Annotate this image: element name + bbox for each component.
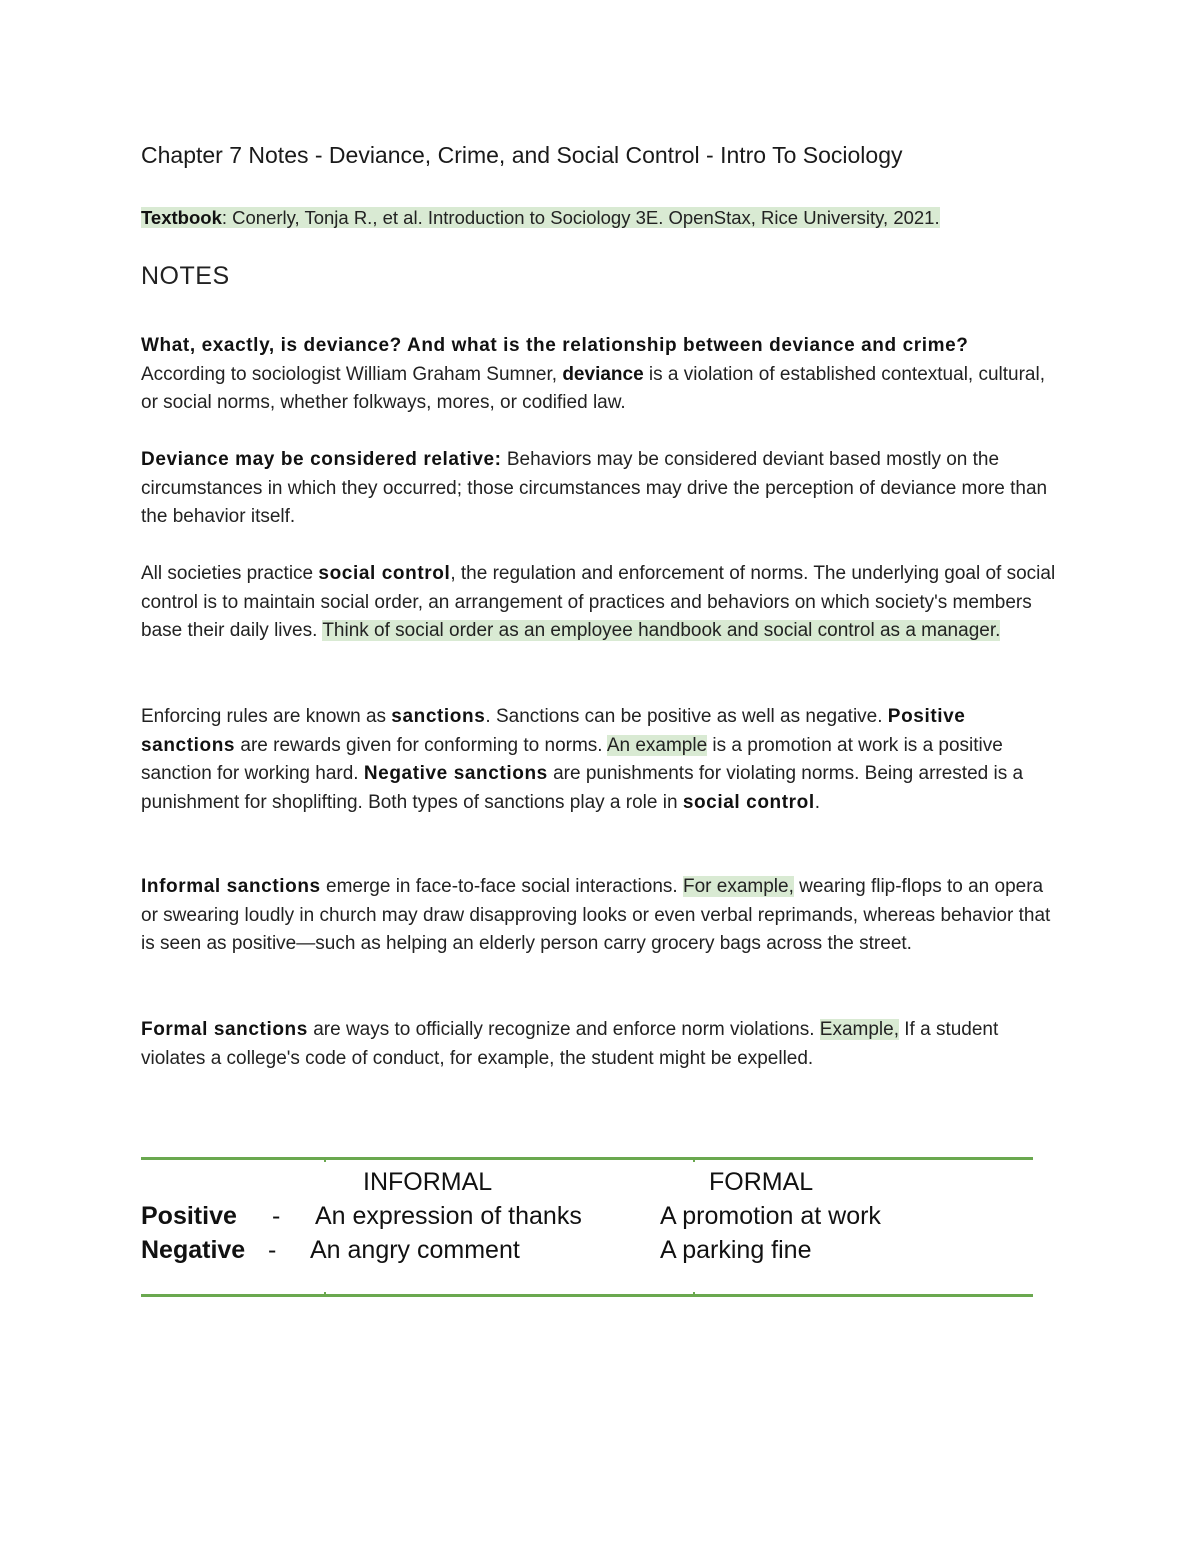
text-run: . Sanctions can be positive as well as negative. <box>485 706 888 727</box>
table-bottom-rule <box>141 1294 1033 1297</box>
text-run: are rewards given for conforming to norms. <box>235 734 607 756</box>
textbook-label: Textbook <box>141 207 222 228</box>
paragraph-informal <box>141 873 1056 959</box>
text-run: emerge in face-to-face social interactions. <box>320 876 683 897</box>
term-negative-sanctions: Negative sanctions <box>363 763 548 785</box>
cell-positive-informal: An expression of thanks <box>315 1202 582 1230</box>
table-row <box>141 1236 245 1265</box>
paragraph-deviance <box>141 332 1056 418</box>
text-run: . <box>814 791 821 813</box>
header-informal: INFORMAL <box>363 1168 493 1196</box>
row-dash: - <box>268 1236 277 1264</box>
text-run: Enforcing rules are known as <box>141 706 392 727</box>
page-title: Chapter 7 Notes - Deviance, Crime, and Social Control - Intro To Sociology <box>141 142 903 168</box>
text-run: is a promotion at work is a positive sanction for working hard. <box>141 734 1003 785</box>
term-social-control: social control <box>318 563 451 584</box>
cell-negative-informal: An angry comment <box>310 1236 520 1264</box>
text-run: are punishments for violating norms. Being arrested is a punishment for shoplifting. Both types of sanctions play a role in <box>141 763 1024 813</box>
paragraph-formal <box>141 1016 1056 1073</box>
column-divider <box>693 1157 695 1162</box>
column-divider <box>324 1157 326 1162</box>
term-informal-sanctions: Informal sanctions <box>141 876 321 897</box>
text-run: All societies practice <box>141 563 319 584</box>
text-run: If a student violates a college's code of conduct, for example, the student might be expelled. <box>141 1019 999 1069</box>
paragraph-social-control <box>141 560 1056 646</box>
highlight-example: Example, <box>819 1019 899 1040</box>
term-relative: Deviance may be considered relative: <box>141 449 502 470</box>
header-formal: FORMAL <box>709 1168 814 1196</box>
text-run: Behaviors may be considered deviant based mostly on the circumstances in which they occurred; those circumstances may drive the perception of deviance more than the behavior itself. <box>141 449 1048 528</box>
row-label-negative: Negative <box>141 1236 246 1264</box>
row-label-positive: Positive <box>141 1202 237 1230</box>
term-social-control: social control <box>682 791 815 813</box>
highlight-for-example: For example, <box>682 876 794 897</box>
term-sanctions: sanctions <box>391 706 486 727</box>
paragraph-sanctions <box>141 703 1056 817</box>
table-top-rule <box>141 1157 1033 1160</box>
cell-positive-formal: A promotion at work <box>660 1202 881 1230</box>
sanctions-table <box>141 1157 1033 1302</box>
text-run: , the regulation and enforcement of norms. The underlying goal of social control is to maintain social order, an arrangement of practices and behaviors on which society's members base their daily lives. <box>141 563 1056 642</box>
notes-heading: NOTES <box>141 262 230 290</box>
text-run: According to sociologist William Graham Sumner, <box>141 363 563 385</box>
table-row <box>141 1202 237 1231</box>
term-deviance: deviance <box>562 363 644 385</box>
highlight-handbook: Think of social order as an employee handbook and social control as a manager. <box>322 620 1001 642</box>
question-heading: What, exactly, is deviance? And what is the relationship between deviance and crime? <box>141 335 969 356</box>
row-dash: - <box>272 1202 281 1230</box>
cell-negative-formal: A parking fine <box>660 1236 812 1264</box>
text-run: are ways to officially recognize and enforce norm violations. <box>307 1019 820 1040</box>
term-positive-sanctions: Positive sanctions <box>141 706 966 756</box>
citation-text: : Conerly, Tonja R., et al. Introduction to Sociology 3E. OpenStax, Rice University, 2021. <box>221 207 940 228</box>
text-run: is a violation of established contextual, cultural, or social norms, whether folkways, mores, or codified law. <box>141 363 1045 414</box>
text-run: wearing flip-flops to an opera or swearing loudly in church may draw disapproving looks or even verbal reprimands, whereas behavior that is seen as positive—such as helping an elderly person carry grocery bags across the street. <box>141 876 1051 955</box>
highlight-example: An example <box>606 734 708 756</box>
textbook-citation <box>141 207 940 229</box>
paragraph-relative <box>141 446 1056 532</box>
term-formal-sanctions: Formal sanctions <box>141 1019 308 1040</box>
